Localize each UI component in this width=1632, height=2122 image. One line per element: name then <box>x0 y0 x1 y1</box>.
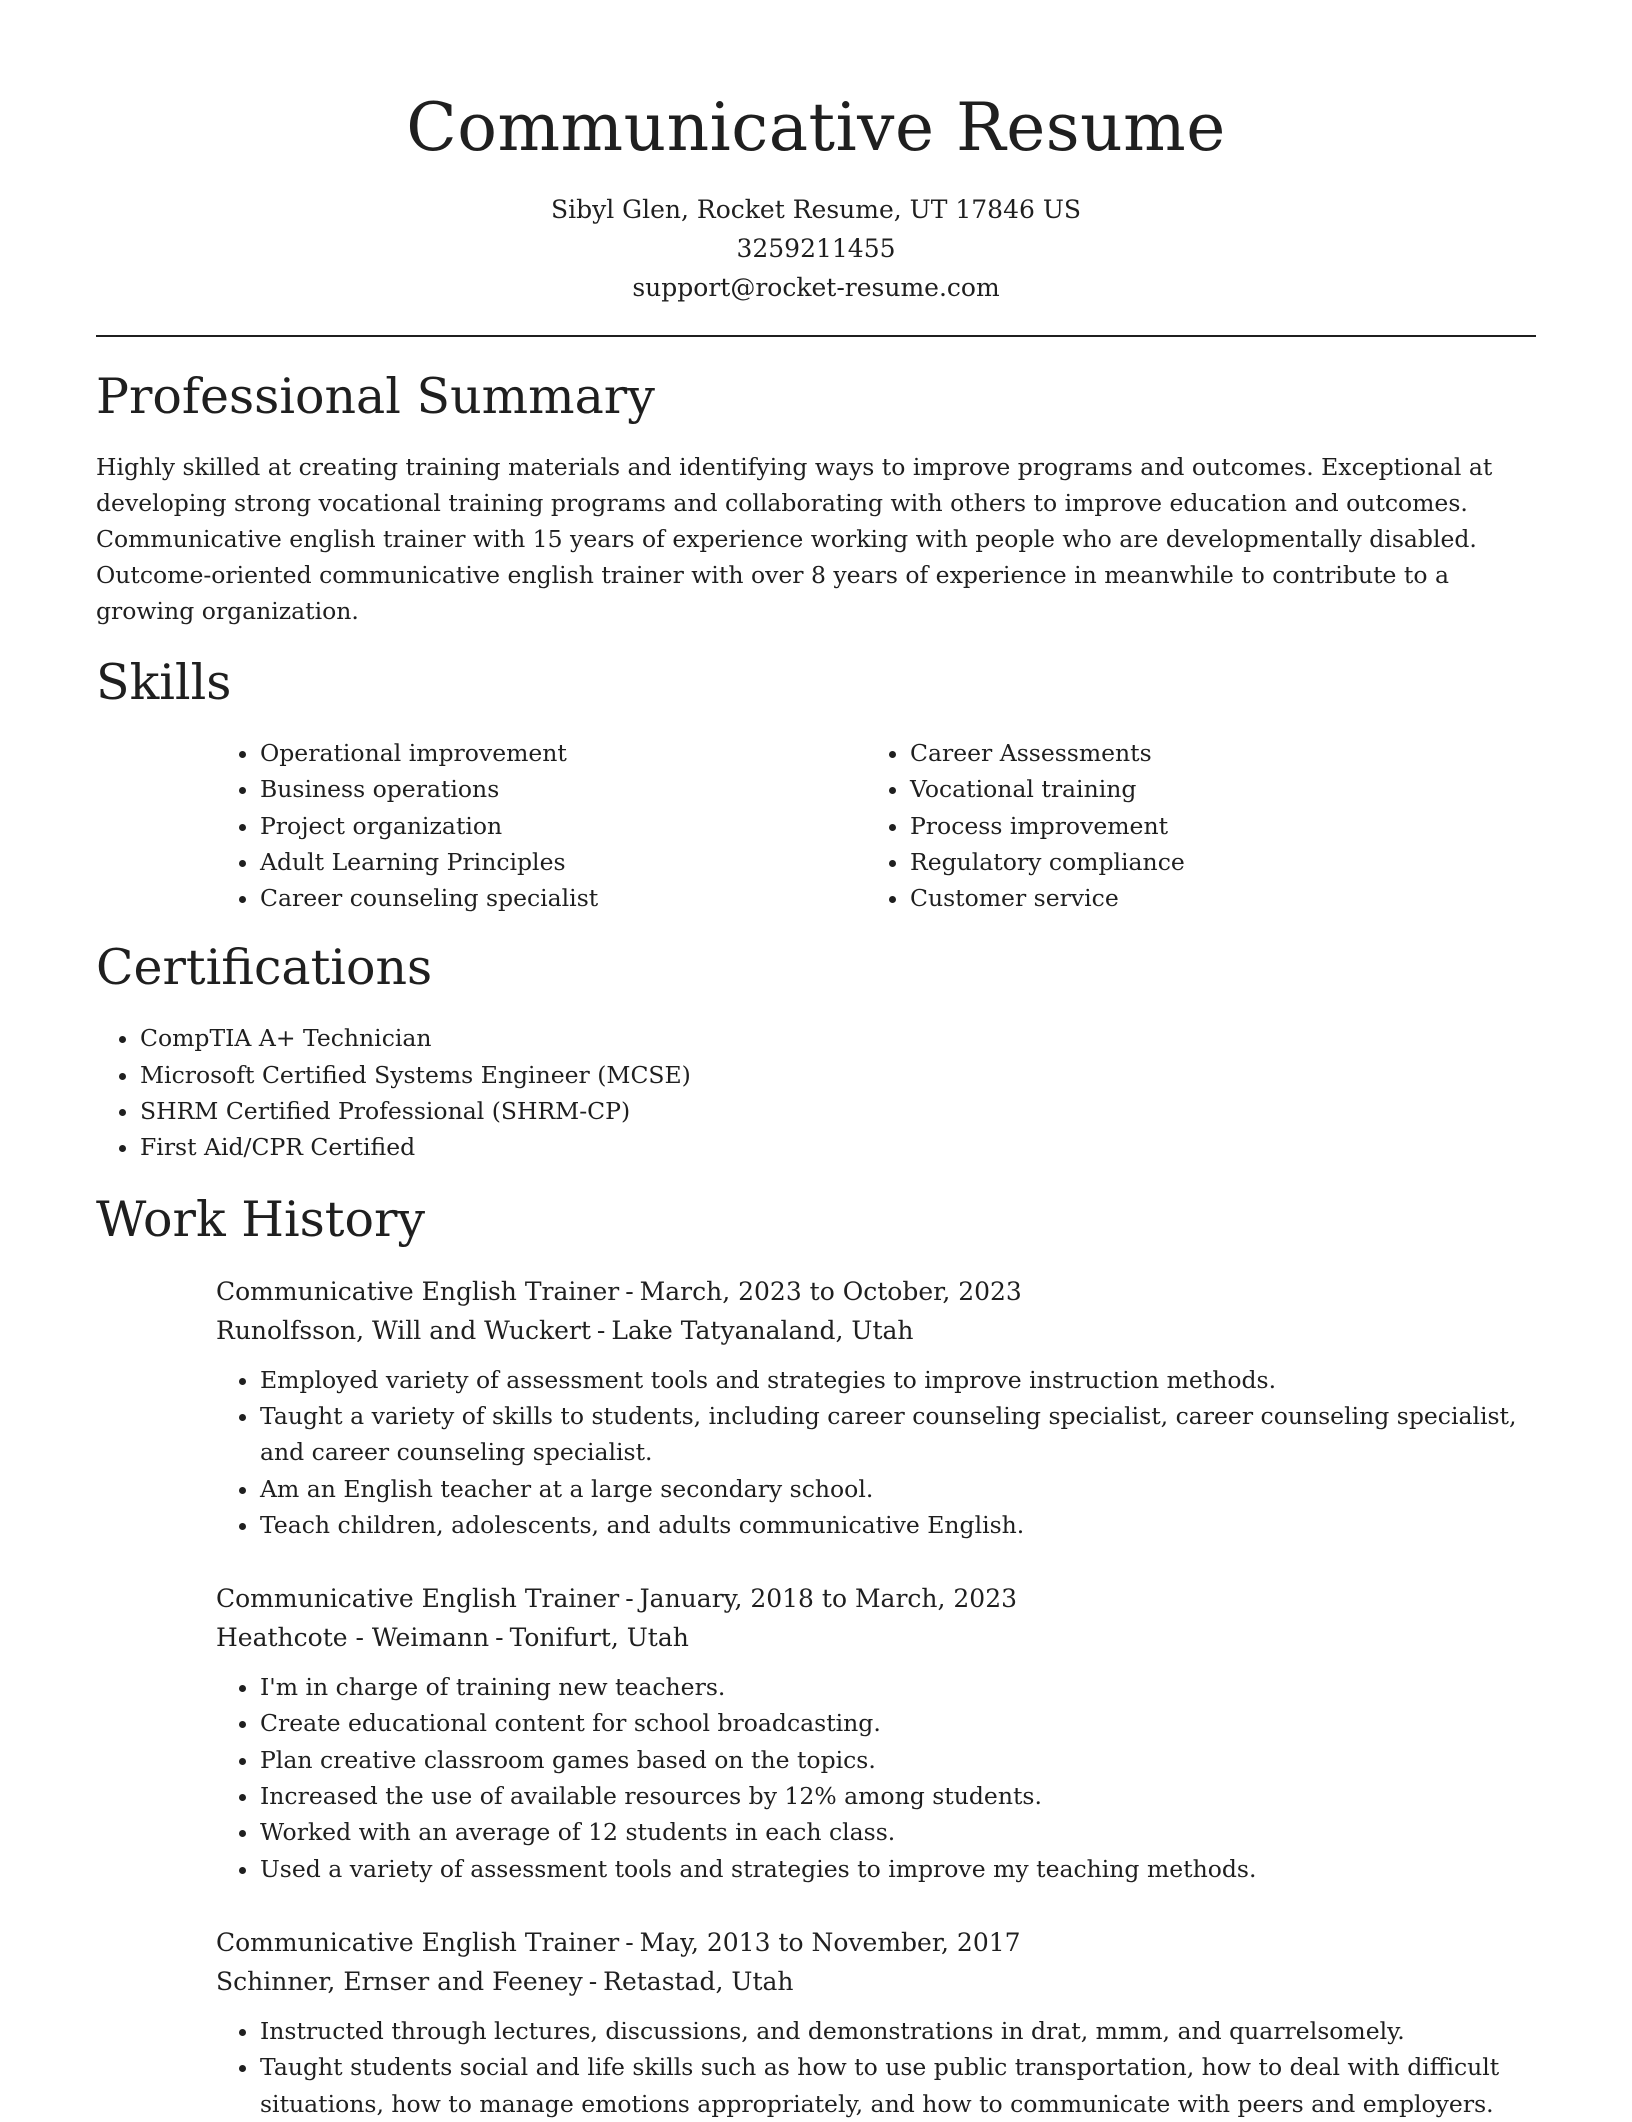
job-title: Communicative English Trainer <box>216 1927 620 1957</box>
separator: - <box>588 1966 598 1996</box>
job-dates: January, 2018 to March, 2023 <box>639 1584 1018 1614</box>
header-divider <box>96 335 1536 337</box>
skills-columns <box>216 735 1536 916</box>
separator: - <box>625 1927 634 1957</box>
job-bullet: • Used a variety of assessment tools and strategies to improve my teaching methods. <box>260 1851 1536 1887</box>
skill-item: • Project organization <box>260 808 866 844</box>
separator: - <box>596 1315 606 1345</box>
job-entry <box>216 1923 1536 2122</box>
job-entry <box>216 1272 1536 1543</box>
summary-section <box>96 367 1536 629</box>
job-company: Schinner, Ernser and Feeney <box>216 1966 583 1996</box>
job-bullet: • Increased the use of available resources by 12% among students. <box>260 1778 1536 1814</box>
job-bullets <box>216 2013 1536 2122</box>
work-history-section <box>96 1190 1536 2122</box>
work-history-heading: Work History <box>96 1190 426 1248</box>
job-bullet: • Worked with an average of 12 students in each class. <box>260 1814 1536 1850</box>
skill-item: • Vocational training <box>910 771 1516 807</box>
job-bullet: • Instructed through lectures, discussions, and demonstrations in drat, mmm, and quarrelsomely. <box>260 2013 1536 2049</box>
skills-heading: Skills <box>96 654 232 711</box>
job-bullet: • Taught a variety of skills to students, including career counseling specialist, career counseling specialist, and career counseling specialist. <box>260 1398 1536 1471</box>
job-bullet: • Teach children, adolescents, and adults communicative English. <box>260 1507 1536 1543</box>
skill-item: • Career Assessments <box>910 735 1516 771</box>
skill-item: • Operational improvement <box>260 735 866 771</box>
resume-header <box>96 0 1536 307</box>
contact-email: support@rocket-resume.com <box>632 273 1000 302</box>
skill-item: • Regulatory compliance <box>910 844 1516 880</box>
job-company-line <box>216 1618 1536 1657</box>
job-location: Lake Tatyanaland, Utah <box>611 1315 914 1345</box>
certifications-list <box>96 1020 1536 1165</box>
skills-section <box>96 653 1536 916</box>
contact-address: Sibyl Glen, Rocket Resume, UT 17846 US <box>550 195 1082 224</box>
job-bullet: • I'm in charge of training new teachers. <box>260 1669 1536 1705</box>
contact-info <box>96 190 1536 307</box>
certification-item: • Microsoft Certified Systems Engineer (MCSE) <box>140 1057 1536 1093</box>
contact-phone: 3259211455 <box>736 234 896 263</box>
job-title-line <box>216 1272 1536 1311</box>
job-bullets <box>216 1669 1536 1887</box>
skills-column-left <box>216 735 866 916</box>
jobs-list <box>216 1272 1536 2122</box>
skills-column-right <box>866 735 1516 916</box>
job-bullet: • Taught students social and life skills such as how to use public transportation, how to deal with difficult situations, how to manage emotions appropriately, and how to communicate with peers and employers. <box>260 2049 1536 2122</box>
summary-text: Highly skilled at creating training materials and identifying ways to improve programs and outcomes. Exceptional at developing strong vocational training programs and collaborating with others to improve education and outcomes. Communicative english trainer with 15 years of experience working with people who are developmentally disabled. Outcome-oriented communicative english trainer with over 8 years of experience in meanwhile to contribute to a growing organization. <box>96 453 1493 625</box>
skill-item: • Process improvement <box>910 808 1516 844</box>
job-title: Communicative English Trainer <box>216 1276 620 1306</box>
certification-item: • CompTIA A+ Technician <box>140 1020 1536 1056</box>
skill-item: • Career counseling specialist <box>260 880 866 916</box>
separator: - <box>625 1584 634 1614</box>
separator: - <box>495 1623 504 1653</box>
certifications-section <box>96 938 1536 1165</box>
job-location: Tonifurt, Utah <box>509 1623 689 1653</box>
skill-item: • Business operations <box>260 771 866 807</box>
job-title-line <box>216 1579 1536 1618</box>
certifications-heading: Certifications <box>96 939 433 997</box>
separator: - <box>625 1276 634 1306</box>
job-company: Heathcote - Weimann <box>216 1623 490 1653</box>
job-bullets <box>216 1362 1536 1543</box>
job-bullet: • Create educational content for school broadcasting. <box>260 1705 1536 1741</box>
certification-item: • First Aid/CPR Certified <box>140 1129 1536 1165</box>
job-dates: March, 2023 to October, 2023 <box>639 1276 1022 1306</box>
skill-item: • Customer service <box>910 880 1516 916</box>
job-title-line <box>216 1923 1536 1962</box>
skill-item: • Adult Learning Principles <box>260 844 866 880</box>
summary-heading: Professional Summary <box>96 368 655 425</box>
job-company-line <box>216 1962 1536 2001</box>
job-bullet: • Plan creative classroom games based on the topics. <box>260 1742 1536 1778</box>
job-title: Communicative English Trainer <box>216 1584 620 1614</box>
job-company: Runolfsson, Will and Wuckert <box>216 1315 591 1345</box>
job-bullet: • Employed variety of assessment tools and strategies to improve instruction methods. <box>260 1362 1536 1398</box>
skills-list-left <box>216 735 866 916</box>
resume-title: Communicative Resume <box>406 89 1226 166</box>
certification-item: • SHRM Certified Professional (SHRM-CP) <box>140 1093 1536 1129</box>
job-location: Retastad, Utah <box>603 1966 794 1996</box>
job-dates: May, 2013 to November, 2017 <box>639 1927 1021 1957</box>
job-bullet: • Am an English teacher at a large secondary school. <box>260 1471 1536 1507</box>
job-entry <box>216 1579 1536 1887</box>
skills-list-right <box>866 735 1516 916</box>
job-company-line <box>216 1311 1536 1350</box>
